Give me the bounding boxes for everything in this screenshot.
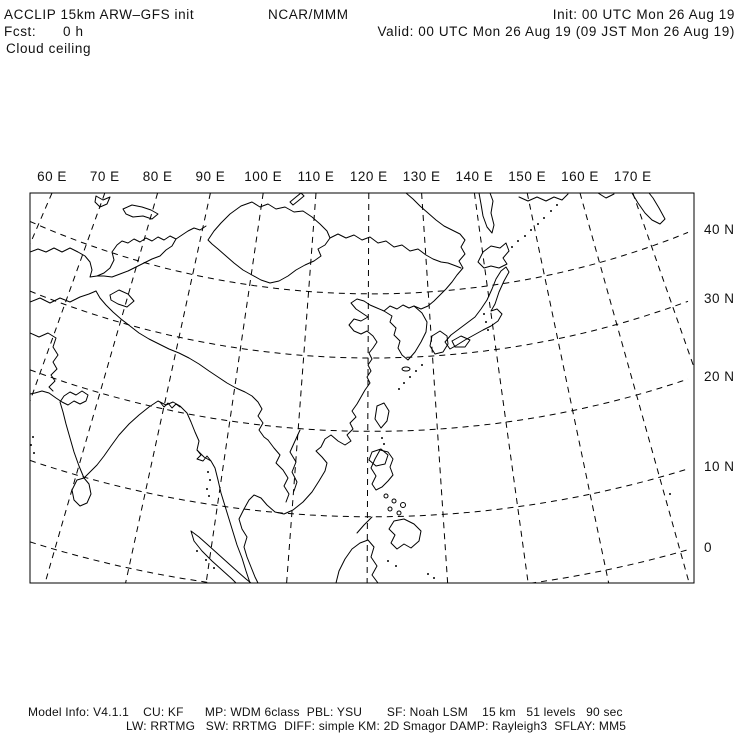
island-outline [397, 511, 401, 515]
coastline-kamchatka [632, 193, 665, 224]
island-dot [32, 436, 34, 438]
border-amur [330, 234, 461, 268]
org-label: NCAR/MMM [268, 7, 349, 22]
plot-title: ACCLIP 15km ARW–GFS init [4, 7, 195, 22]
coastline-okhotsk-north [519, 193, 614, 201]
lake-baikal [290, 193, 304, 205]
top-axis-label: 60 E [37, 169, 67, 184]
top-axis-label: 160 E [561, 169, 599, 184]
island-dot [33, 452, 35, 454]
island-dot [669, 493, 671, 495]
parallel-line [30, 542, 688, 594]
meridian-line [0, 193, 105, 583]
meridian-line [474, 193, 528, 583]
coastlines [30, 193, 671, 583]
island-dot [530, 229, 532, 231]
island-outline [401, 503, 406, 508]
model-info-line1: Model Info: V4.1.1 CU: KF MP: WDM 6class PBL: YSU SF: Noah LSM 15 km 51 levels 90 sec [28, 705, 623, 719]
island-dot [427, 573, 429, 575]
coastline-malay-burma-india [84, 401, 250, 583]
island-dot [517, 240, 519, 242]
island-dot [483, 313, 485, 315]
coastline-hokkaido [478, 243, 509, 268]
island-dot [487, 329, 489, 331]
island-dot [213, 567, 215, 569]
island-dot [196, 550, 198, 552]
island-dot [387, 560, 389, 562]
coastline-korea [384, 306, 427, 360]
right-axis-label: 30 N [704, 291, 735, 306]
island-dot [524, 235, 526, 237]
island-dot [511, 246, 513, 248]
island-dot [398, 388, 400, 390]
border-kazakh-russia [30, 226, 206, 277]
coastline-shikoku [452, 336, 470, 347]
top-axis-label: 140 E [455, 169, 494, 184]
island-dot [409, 376, 411, 378]
coastline-siberia-pacific [406, 193, 465, 309]
island-outline [392, 499, 396, 503]
border-indochina-east [290, 430, 300, 491]
coastline-luzon [371, 450, 393, 490]
border-korea-north [384, 305, 414, 311]
meridian-line [206, 193, 263, 583]
island-dot [205, 559, 207, 561]
top-axis-label: 80 E [142, 169, 173, 184]
right-axis-label: 0 [704, 540, 713, 555]
top-axis-label: 130 E [402, 169, 441, 184]
fcst-value: 0 h [63, 24, 84, 39]
meridian-line [287, 193, 316, 583]
island-jeju [402, 367, 410, 371]
island-dot [556, 204, 558, 206]
field-name: Cloud ceiling [6, 41, 92, 56]
island-dot [550, 210, 552, 212]
border-china-west [97, 239, 176, 277]
border-kashmir [110, 290, 134, 307]
coastline-sakhalin [479, 193, 494, 233]
island-srilanka [72, 478, 91, 506]
fcst-label: Fcst: [4, 24, 37, 39]
top-axis-label: 90 E [195, 169, 226, 184]
top-axis-label: 150 E [508, 169, 547, 184]
coastline-honshu [445, 267, 509, 349]
right-axis-label: 10 N [704, 459, 735, 474]
top-axis-label: 170 E [613, 169, 652, 184]
lake-zaysan [95, 196, 110, 207]
border-himalaya [96, 291, 268, 440]
island-dot [403, 382, 405, 384]
island-dot [381, 437, 383, 439]
top-axis-label: 120 E [349, 169, 388, 184]
meridian-line [367, 193, 369, 583]
island-outline [388, 507, 392, 511]
lake-balkhash [123, 205, 158, 219]
island-dot [207, 471, 209, 473]
top-axis-label: 100 E [244, 169, 283, 184]
island-dot [383, 443, 385, 445]
valid-time: Valid: 00 UTC Mon 26 Aug 19 (09 JST Mon 26 Aug 19) [377, 24, 735, 39]
meridian-line [633, 193, 740, 583]
coastline-india-west [30, 391, 88, 478]
coastline-china-vietnam [239, 299, 384, 583]
graticule [0, 193, 740, 594]
border-mongolia [208, 202, 330, 283]
island-taiwan [375, 403, 389, 428]
right-axis-label: 20 N [704, 369, 735, 384]
island-dot [433, 577, 435, 579]
model-info-line2: LW: RRTMG SW: RRTMG DIFF: simple KM: 2D Smagor DAMP: Rayleigh3 SFLAY: MM5 [126, 719, 627, 733]
top-axis-label: 70 E [89, 169, 120, 184]
island-dot [537, 223, 539, 225]
island-dot [395, 565, 397, 567]
top-axis-label: 110 E [297, 169, 335, 184]
island-dot [543, 217, 545, 219]
meridian-line [422, 193, 448, 583]
islands-visayas [384, 494, 406, 515]
island-palawan [357, 517, 372, 533]
island-dot [415, 370, 417, 372]
coastline-mindanao [389, 519, 421, 549]
island-outline [384, 494, 388, 498]
meridian-line [126, 193, 211, 583]
right-axis-label: 40 N [704, 222, 735, 237]
small-island-dots [30, 204, 671, 579]
island-dot [421, 364, 423, 366]
island-dot [206, 488, 208, 490]
init-time: Init: 00 UTC Mon 26 Aug 19 [552, 7, 735, 22]
coastline-borneo [336, 540, 378, 583]
map-frame [30, 193, 694, 583]
border-indochina-west [268, 440, 289, 502]
border-afghan-north [30, 291, 96, 303]
island-dot [485, 321, 487, 323]
island-dot [208, 495, 210, 497]
parallel-line [30, 221, 688, 294]
island-dot [209, 479, 211, 481]
